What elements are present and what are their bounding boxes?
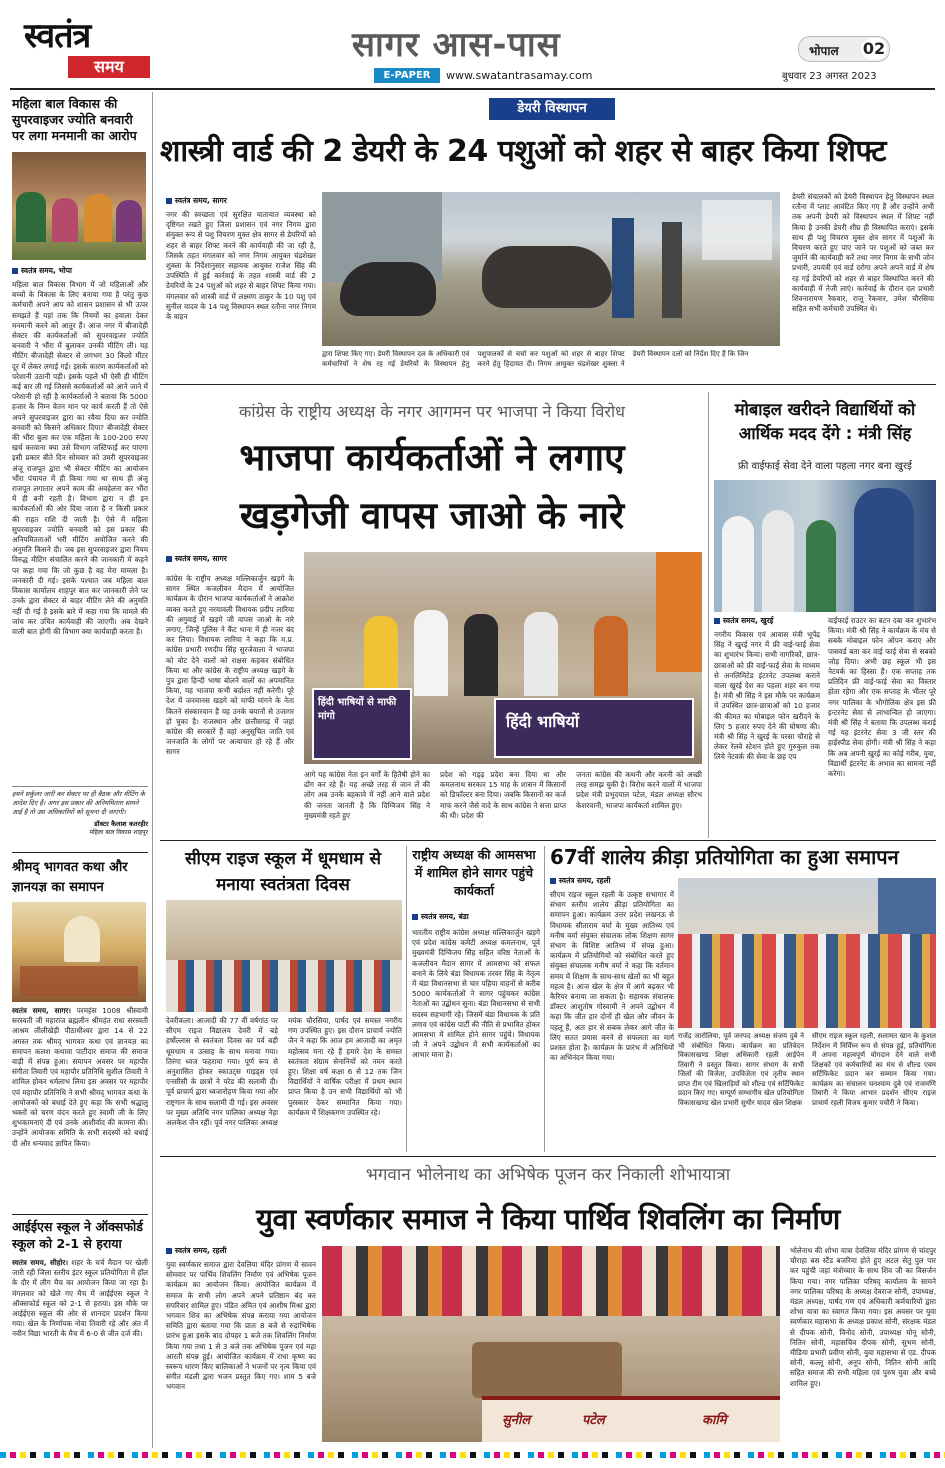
- left-story2-headline: श्रीमद् भागवत कथा और ज्ञानयज्ञ का समापन: [12, 860, 128, 895]
- mobile-body-left: नगरीय विकास एवं आवास मंत्री भूपेंद्र सिंह ने खुरई नगर में फ्री वाई-फाई सेवा का शुभारंभ किया। सभी नागरिकों, छात्र-छात्राओं को फ्री वाई-फाई सेवा के माध्यम से अनलिमिटेड इंटरनेट उपलब्ध कराने वाला खुरई देश का पहला शहर बन गया है। मंत्री श्री सिंह ने इस मौके पर कार्यक्रम में उपस्थित छात्र-छात्राओं को 10 हजार की कीमत का मोबाइल फोन खरीदने के लिए 5 हजार रुपए देने की घोषणा की। मंत्री श्री सिंह ने खुरई के परसा चौराहे से लेकर रेलवे स्टेशन होते हुए गुरुकुल तक लिये नेटवर्क की सेवा के छह एप: [714, 630, 820, 762]
- dairy-body-right: डेयरी संचालकों को डेयरी विस्थापन हेतु विस्थापन स्थल रतौना में प्लाट आवंटित किए गए हैं और उन्होंने अभी तक अपनी डेयरी को विस्थापन स्थल में शिफ्ट नहीं किया है उनकी डेयरी शीघ्र ही विस्थापित कराएं। इसके साथ ही पशु विचरण मुक्त क्षेत्र सागर में पशुओं के विचरण करते हुए पाए जाने पर पशुओं को जब्त कर जुर्माने की कार्यवाही करें तथा नगर निगम के सभी जोन प्रभारी, उपयंत्री एवं वार्ड दरोगा अपने अपने वार्ड में शेष रह गई डेयरियों को शहर से बाहर विस्थापित करने की कार्यवाही में तेजी लाएं। कार्रवाई के दौरान दल प्रभारी शिवनारायण रैकवार, राजू रैकवार, उमेश चौरसिया सहित सभी कर्मचारी उपस्थित थे।: [792, 192, 934, 314]
- bjp-byline: स्वतंत्र समय, सागर: [166, 554, 227, 564]
- rally-body: भारतीय राष्ट्रीय कांग्रेस अध्यक्ष मल्लिकार्जुन खड़गे एवं प्रदेश कांग्रेस कमेटी अध्यक्ष कमलनाथ, पूर्व मुख्यमंत्री दिग्विजय सिंह सहित वरिष्ठ नेताओं के कजलीवन मैदान सागर में आमसभा को सफल बनाने के लिये बंडा विधायक तरवर सिंह के नेतृत्व में बंडा विधानसभा से चार पहिया वाहनों से करीब 5000 कार्यकर्ताओं ने सागर पहुंचकर कांग्रेस नेताओं का उद्बोधन सुना। बंडा विधानसभा से सभी सदस्य सहभागी रहे। जिसमें बंडा विधायक के प्रति लगाव एवं कांग्रेस पार्टी की नीति से प्रभावित होकर आमसभा में शामिल होने सागर पहुंचे। विधायक जी ने अपने उद्बोधन में सभी कार्यकर्ताओं का आभार माना है।: [412, 928, 540, 1060]
- shivling-byline: स्वतंत्र समय, रहली: [166, 1246, 227, 1256]
- left-story2-body: स्वतंत्र समय, सागर। परमहंस 1008 श्रीस्वामी सरस्वती जी महाराज ब्रह्मलीन श्रीमहंत राधा सरस्वती आश्रम लीलीखेड़ी पीठाधीश्वर द्वारा 14 से 22 अगस्त तक श्रीमद् भागवत कथा एवं ज्ञानयज्ञ का समापन कलश कथावा पाटीदार समाज की समाज वाड़ी में संपन्न हुआ। समापन अवसर पर महापौर संगीता तिवारी एवं महापौर प्रतिनिधि सुशील तिवारी ने शामिल होकर धर्मलाभ लिया इस अवसर पर महापौर एवं महापौर प्रतिनिधि ने सभी श्रीमद् भागवत कथा के आयोजकों को बधाई देते हुए कहा कि सभी श्रद्धालु भक्तों को चरण वंदन करते हुए स्वामी जी के लिए शुभकामनाएं दी एवं उनके आशीर्वाद की कामना की। उन्होंने आयोजक समिति के सभी सदस्यों को बधाई दी और धन्यवाद ज्ञापित किया।: [12, 1006, 148, 1148]
- cmrise-photo: [166, 900, 402, 1012]
- left-rule-1: [12, 852, 148, 853]
- dairy-caption: द्वारा शिफ्ट किए गए। डेयरी विस्थापन दल के अधिकारी एवं कर्मचारियों ने शेष रह गई डेयरियों के विस्थापन हेतु पशुपालकों से चर्चा कर पशुओं को शहर से बाहर शिफ्ट करने हेतु हिदायत दी। निगम आयुक्त चंद्रशेखर शुक्ला ने डेयरी विस्थापन दलों को निर्देश दिए हैं कि जिन: [322, 350, 749, 368]
- mobile-divider: [708, 392, 709, 838]
- left-story1-photo: [12, 152, 146, 260]
- left-story1-byline: स्वतंत्र समय, भोपा: [12, 266, 72, 276]
- shivling-body-right: भोलेनाथ की शोभा यात्रा देवलिया मंदिर प्रांगण से चांदपुर चौराहा बस स्टैंड बजरिया होते हुए अटल सेतु पुल पार कर पहुंची जहां मंत्रोच्चार के साथ शिव जी का विसर्जन किया गया। नगर पालिका परिषद् कार्यालय के सामने नगर पालिका परिषद के अध्यक्ष देवराज सोनी, उपाध्यक्ष, मंडल अध्यक्ष, पार्षद गण एवं अधिकारी कर्मचारियों द्वारा शोभा यात्रा का स्वागत किया गया। इस अवसर पर युवा स्वर्णकार महासभा के अध्यक्ष प्रकाश सोनी, संरक्षक मंडल से दीपक सोनी, विनोद सोनी, उपाध्यक्ष मोनू सोनी, नितिन सोनी, महासचिव दीपक सोनी, सुभम सोनी, मीडिया प्रभारी प्रवीण सोनी, युवा महासभा से एड. दीपक सोनी, कल्लू सोनी, अनूप सोनी, नितिन सोनी आदि सहित समाज की सभी महिला एवं पुरुष युवा और बच्चे शामिल हुए।: [790, 1246, 936, 1388]
- logo: [24, 18, 154, 82]
- left-story1-body: महिला बाल विकास विभाग में जो महिलाओं और बच्चों के विकास के लिए बनाया गया है परंतु कुछ कर्मचारी अपने आप को शासन प्रशासन से भी ऊपर समझते हैं यहां तक कि नियमों का हवाला देकर मनमानी करने को आतुर हैं। आज नगर में बीजादेही सेक्टर की कार्यकर्ताओं को सुपरवाइजर ज्योति बनवारी ने भौंरा में बुलाकर उनकी मीटिंग ली। यह मीटिंग बीजादेही सेक्टर से लगभग 30 किलो मीटर दूर में लेकर लगाई गई। इसके कारण कार्यकर्ताओं को परेशानी उठानी पड़ी। इसके पहले भी ऐसी ही मीटिंग कई बार ली गई जिससे कार्यकर्ताओं को आने जाने में परेशानी हो रही है कार्यकर्ताओं ने बताया कि 5000 हजार के निम्न वेतन मान पर कार्य करती हैं तो ऐसे अपने सुपरवाइजर द्वारा का रवैया दिया कर ज्योति बनवारी को किसने अधिकार दिया? बीजादेही सेक्टर की भौंरा बुला कर एक महिला के 100-200 रुपए खर्च करवाना क्या उसे विभाग जस्टिफाई कर पाएगा इसी प्रकार बीते दिन सोमवार को उमरी सुपरवाइजर अंजू राजपूत द्वारा भी सेक्टर मीटिंग का आयोजन भौंरा पंचायत में ही किया गया था साथ ही अंजू राजपूत लगातार अपने काम की अवहेलना कर भौंरा में ही बनी रहती है। विभाग द्वारा न ही इन कार्यकर्ताओं की ओर दिया जाता है न किसी प्रकार की राहत राशि दी जाती है। ऐसे में महिला सुपरवाइजर ज्योति बनवारी को इस प्रकार की अनियमितताओं भरी मीटिंग अयोजित करने की अनुमति किसने दी। जब इस सुपरवाइजर द्वारा नियम विरुद्ध मीटिंग संचालित करने की जानकारी में कहने पर कहा गया कि जो कुछ है वह मेरा मामला है। जनकारी दी गई। इसके पश्चात जब महिला बाल विकास कार्यालय शाहपुर बात कर जानकारी लेने पर उनके द्वारा सेक्टर से बाहर मीटिंग लेने की अनुमति नहीं दी गई है इसके बारे में कहा गया कि मामले की जांच कर उचित कार्यवाही की जाएगी। अब देखने वाली बात होगी की विभाग क्या कार्यवाही करता है।: [12, 280, 148, 636]
- bjp-headline-1: भाजपा कार्यकर्ताओं ने लगाए: [239, 436, 625, 479]
- quote-text: हमने सर्कुलर जारी कर सेक्टर पर ही बैठक और मीटिंग के आदेश दिए हैं। अगर इस प्रकार की अनियमितता सामने आई है तो उस अधिकारियों को सूचना दी जाएगी।: [12, 790, 145, 816]
- cmrise-body-left: देवरीकला। आजादी की 77 वीं वर्षगांठ पर सीएम राइज विद्यालय देवरी में बड़े हर्षोल्लास से स्वतंत्रता दिवस का पर्व बड़ी धूमधाम व उत्साह के साथ मनाया गया। तिरंगा ध्वज फहराया गया। पूर्ण रूप से अनुशासित होकर स्काउट्स गाइड्स एवं एनसीसी के छात्रों ने परेड की सलामी दी। पूर्व प्राचार्य द्वारा ध्वजारोहण किया गया और राष्ट्रगान के साथ सलामी दी गई। इस अवसर पर मुख्य अतिथि नगर पालिका अध्यक्ष नेहा अलकेश जैन रहीं। पूर्व नगर पालिका अध्यक्ष: [166, 1016, 278, 1128]
- cart-panel: [482, 1396, 780, 1442]
- dairy-headline: शास्त्री वार्ड की 2 डेयरी के 24 पशुओं को शहर से बाहर किया शिफ्ट: [160, 134, 887, 169]
- city-name: भोपाल: [809, 44, 839, 58]
- dairy-rule: [160, 384, 936, 385]
- bjp-body-mid3: जनता कांग्रेस की कथनी और करनी को अच्छी तरह समझ चुकी है। विरोध करने वालों में भाजपा प्रदेश मंत्री प्रभुदयाल पटेल, मंडल अध्यक्ष सौरभ केशरवानी, भाजपा कार्यकर्ता शामिल हुए।: [576, 770, 702, 810]
- page-title: सागर आस-पास: [352, 25, 561, 65]
- bjp-body-mid2: प्रदेश को गड्ढ़ प्रदेश बना दिया था और कमलनाथ सरकार 15 माह के शासन में किसानों को डिफॉल्टर बना दिया। जबकि किसानों का कर्ज माफ करने जैसे वादे के साथ कांग्रेस ने सत्ता प्राप्त की थी। प्रदेश की: [440, 770, 566, 820]
- bjp-body-left: कांग्रेस के राष्ट्रीय अध्यक्ष मल्लिकार्जुन खड़गे के सागर स्थित कजलीवन मैदान में आयोजित कार्यक्रम के दौरान भाजपा कार्यकर्ताओं ने आक्रोश व्यक्त करते हुए नरयावली विधायक प्रदीप लारिया की अगुवाई में खड़गे जी वापस जाओ के नारे लगाए, जिन्हें पुलिस ने कैंट थाना में ही नजर बंद कर लिया। विधायक लारिया ने कहा कि म.प्र. कांग्रेस प्रभारी रणदीप सिंह सुरजेवाला ने भाजपा को वोट देने वालों को राक्षस कहकर संबोधित किया था और कांग्रेस के राष्ट्रीय अध्यक्ष खड़गे के पुत्र द्वारा हिन्दी भाषा बोलने वालों का अपमानित किया, यह भाजपा कभी बर्दाश्त नहीं करेगी। पूरे देश में जनमानस खड़गे को माफी मांगने के नेता कितने संस्कारवान हैं यह उनके बयानों से उजागर हो चुका है। राजस्थान और छत्तीसगढ़ में जहां कांग्रेस की सरकारें हैं वहां अनुसूचित जाति एवं जनजाति के लोगों पर अत्याचार हो रहे हैं और सागर: [166, 574, 294, 757]
- dairy-byline: स्वतंत्र समय, सागर: [166, 196, 227, 206]
- quote-author: डॉक्टर कैलाश कतरहीर: [94, 820, 148, 828]
- cart-text-1: सुनील: [502, 1413, 531, 1428]
- left-story2-photo: [12, 902, 146, 1002]
- mobile-subhead: फ्री वाईफाई सेवा देने वाला पहला नगर बना खुरई: [738, 461, 912, 472]
- sports-divider: [544, 846, 545, 1152]
- left-story1-quote-box: [12, 786, 148, 846]
- protest-banner-1: हिंदी भाषियों से माफी मांगो: [312, 688, 412, 760]
- protest-banner-2: हिंदी भाषियों: [494, 698, 694, 758]
- left-story3-body: स्वतंत्र समय, सीहोर। शहर के चर्च मैदान पर खेली जारी रही जिला स्तरीय इंटर स्कूल प्रतियोगिता में हॉल के दौर में लीग मैच का आयोजन किया जा रहा है। मंगलवार को खेले गए मैच में आईईएस स्कूल ने ऑक्सफोर्ड स्कूल को 2-1 से हराया। इस मौके पर आईईएस स्कूल की ओर से शानदार प्रदर्शन किया गया। खेल के निर्णायक नोवा तिवारी रहे और अंत में नवीन विद्या भारती के मैच में 6-0 से जीत दर्ज की।: [12, 1258, 148, 1339]
- edition-box: [798, 36, 890, 62]
- mobile-photo: [714, 480, 936, 612]
- rally-divider-left: [406, 846, 407, 1152]
- logo-top: स्वतंत्र: [24, 16, 91, 56]
- mobile-byline: स्वतंत्र समय, खुरई: [714, 616, 773, 626]
- shivling-body-left: युवा स्वर्णकार समाज द्वारा देवलिया मंदिर प्रांगण में सावन सोमवार पर पार्थिव शिवलिंग निर्माण एवं अभिषेक पूजन कार्यक्रम का आयोजन किया। आयोजित कार्यक्रम में समाज के सभी लोग अपने अपने प्रतिष्ठान बंद कर सपरिवार शामिल हुए। पंडित अमित एवं आशीष मिश्रा द्वारा भगवान शिव का अभिषेक संपन्न कराया गया आयोजन समिति द्वारा बताया गया कि प्रातः 8 बजे से रुद्राभिषेक प्रारंभ हुआ इसके बाद दोपहर 1 बजे तक शिवलिंग निर्माण किया गया तथा 1 से 3 बजे तक अभिषेक पूजन एवं महा आरती संपन्न हुई। आयोजित कार्यक्रम में राधा कृष्ण का स्वरूप धारण किए बालिकाओं ने भजनों पर नृत्य किया एवं संगीत मंडली द्वारा भजन प्रस्तुत किए गए। शाम 5 बजे भगवान: [166, 1260, 316, 1392]
- left-rule-2: [12, 1214, 148, 1215]
- rally-headline: राष्ट्रीय अध्यक्ष की आमसभा में शामिल होने सागर पहुंचे कार्यकर्ता: [412, 847, 536, 898]
- rally-byline: स्वतंत्र समय, बंडा: [412, 912, 469, 922]
- print-color-bar: [0, 1452, 945, 1458]
- cart-text-3: कामि: [702, 1413, 727, 1428]
- bjp-body-mid1: आगे यह कांग्रेस नेता इन वर्गों के हितैषी होने का ढोंग कर रहे हैं। यह अच्छे तरह से जान लें की लोग अब उनके बहकावे में नहीं आने वाले प्रदेश की जनता जानती है कि दिग्विजय सिंह ने मुख्यमंत्री रहते हुए: [304, 770, 430, 820]
- logo-bottom: समय: [68, 56, 150, 78]
- lower-rule: [160, 1156, 936, 1157]
- bjp-headline-2: खड़गेजी वापस जाओ के नारे: [239, 494, 625, 537]
- website-link[interactable]: www.swatantrasamay.com: [446, 69, 593, 82]
- cart-text-2: पटेल: [582, 1413, 605, 1428]
- bjp-photo: [304, 552, 702, 764]
- masthead: [0, 0, 945, 86]
- issue-date: बुधवार 23 अगस्त 2023: [782, 71, 877, 82]
- mobile-headline: मोबाइल खरीदने विद्यार्थियों को आर्थिक मदद देंगे : मंत्री सिंह: [734, 400, 916, 443]
- epaper-label: E-PAPER: [374, 68, 440, 83]
- sports-byline: स्वतंत्र समय, रहली: [550, 876, 611, 886]
- sports-photo: [678, 878, 936, 1028]
- dairy-photo: [322, 192, 780, 346]
- cmrise-body-right: मयंक चौरसिया, पार्षद एवं समस्त नगरीय गण उपस्थित हुए। इस दौरान प्राचार्य ज्योति जैन ने कहा कि आज हम आजादी का अमृत महोत्सव मना रहे हैं हमारे देश के समस्त स्वतंत्रता संग्राम सेनानियों को नमन करते हुए। शिक्षा वर्ष कक्षा 6 से 12 तक जिन विद्यार्थियों ने वार्षिक परीक्षा में प्रथम स्थान प्राप्त किया है उन सभी विद्यार्थियों को भी पुरस्कार देकर सम्मानित किया गया। कार्यक्रम में शिक्षकगण उपस्थित रहे।: [288, 1016, 402, 1117]
- quote-role: महिला बाल विकास शाहपुर: [89, 829, 148, 836]
- bjp-kicker: कांग्रेस के राष्ट्रीय अध्यक्ष के नगर आगमन पर भाजपा ने किया विरोध: [239, 402, 625, 421]
- left-column-divider: [152, 92, 153, 1448]
- page-number: 02: [862, 39, 886, 58]
- shivling-photo: [322, 1246, 780, 1442]
- dairy-kicker: डेयरी विस्थापन: [489, 98, 615, 120]
- mid-rule: [160, 840, 936, 841]
- shivling-headline: युवा स्वर्णकार समाज ने किया पार्थिव शिवलिंग का निर्माण: [256, 1202, 840, 1236]
- left-story3-byline: स्वतंत्र समय, सीहोर।: [12, 1258, 69, 1267]
- mobile-body-right: वाईफाई राउटर का बटन दबा कर शुभारंभ किया। मंत्री श्री सिंह ने कार्यक्रम के मंच से सबके मोबाइल फोन ओपन कराए और पासवर्ड बता कर वाई फाई सेवा से सबको जोड़ दिया। अभी छह स्कूल भी इस नेटवर्क का हिस्सा हैं। एक सप्ताह तक प्रतिदिन फ्री वाई-फाई सेवा का विस्तार होता रहेगा और एक सप्ताह के भीतर पूरे नगर पालिका के भौगोलिक क्षेत्र इस फ्री इन्टरनेट सेवा से लाभान्वित हो जाएगा। मंत्री श्री सिंह ने बताया कि उपलब्ध कराई गई यह इंटरनेट सेवा 3 जी स्तर की हाईस्पीड सेवा होगी। मंत्री श्री सिंह ने कहा कि अब अपनी खुरई का कोई गरीब, युवा, विद्यार्थी इंटरनेट के अभाव का सामना नहीं करेगा।: [828, 616, 936, 779]
- shivling-kicker: भगवान भोलेनाथ का अभिषेक पूजन कर निकाली शोभायात्रा: [365, 1165, 731, 1185]
- sports-caption-left: राजेंद्र जारोलिया, पूर्व जनपद अध्यक्ष संजय दुबे ने भी संबोधित किया। कार्यक्रम का प्रतिवेदन विकासखण्ड शिक्षा अधिकारी रहली आईपेन तिवारी ने प्रस्तुत किया। सागर संभाग के सभी जिलों की विजेता, उपविजेता एवं तृतीय स्थान प्राप्त टीम एवं खिलाड़ियों को शील्ड एवं सर्टिफिकेट प्रदान किए गए। सम्पूर्ण सम्भागीय खेल प्रतियोगिता विकासखण्ड खेल प्रभारी सुधीर यादव खेल शिक्षक: [678, 1032, 804, 1107]
- dairy-body-left: नगर की स्वच्छता एवं सुरक्षित यातायात व्यवस्था को दृष्टिगत रखते हुए जिला प्रशासन एवं नगर निगम द्वारा संयुक्त रूप से पशु विचरण मुक्त क्षेत्र सागर से डेयरियों को शहर से बाहर शिफ्ट करने की कार्यवाही की जा रही है, जिसके तहत मंगलवार को नगर निगम आयुक्त चंद्रशेखर शुक्ला के निर्देशानुसार सहायक आयुक्त राजेश सिंह की उपस्थिति में हुई कार्रवाई के तहत शास्त्री वार्ड की 2 डेयरियों के 24 पशुओं को शहर से बाहर शिफ्ट किया गया। मंगलवार को शास्त्री वार्ड में लक्ष्मण ठाकुर के 10 पशु एवं सुनील यादव के 14 पशु विस्थापन स्थल रतौना नगर निगम के वाहन: [166, 210, 316, 322]
- left-story2-byline: स्वतंत्र समय, सागर।: [12, 1006, 72, 1015]
- left-story3-headline: आईईएस स्कूल ने ऑक्सफोर्ड स्कूल को 2-1 से हराया: [12, 1219, 143, 1251]
- left-story1-headline: महिला बाल विकास की सुपरवाइजर ज्योति बनवारी पर लगा मनमानी का आरोप: [12, 96, 137, 143]
- sports-caption-right: सीएम राइज स्कूल रहली, सलामत खान के कुशल निर्देशन में निर्विघ्न रूप से संपन्न हुई, प्रतियोगिता में अपना महत्वपूर्ण योगदान देने वाले सभी शिक्षकों एवं कर्मचारियों का मंच से शील्ड एवम सर्टिफिकेट प्रदान कर सम्मान किया गया। कार्यक्रम का संचालन घनश्याम दुबे एवं राजमणि तिवारी ने किया आभार प्रदर्शन सीएम राइज प्राचार्य रहली विजय कुमार पचौरी ने किया।: [812, 1032, 936, 1107]
- sports-headline: 67वीं शालेय क्रीड़ा प्रतियोगिता का हुआ समापन: [550, 845, 899, 869]
- masthead-rule: [10, 88, 935, 90]
- cmrise-headline: सीएम राइज स्कूल में धूमधाम से मनाया स्वतंत्रता दिवस: [185, 849, 381, 895]
- sports-body: सीएम राइज स्कूल रहली के उत्कृष्ट सभागार में संभाग स्तरीय शालेय क्रीड़ा प्रतियोगिता का समापन हुआ। कार्यक्रम उत्तर प्रदेश लखनऊ से विधायक सीताराम वर्मा के मुख्य आतिथ्य एवं मनीष वर्मा संयुक्त संचालक लोक शिक्षण सागर संभाग के विशिष्ट आतिथ्य में संपन्न हुआ। कार्यक्रम में प्रतियोगियों को संबोधित करते हुए संयुक्त संचालक मनीष वर्मा ने कहा कि वर्तमान समय में शिक्षण के साथ-साथ खेलों का भी बहुत महत्व है। आज खेल के क्षेत्र में आगे बढ़कर भी कैरियर बनाया जा सकता है। सहायक संचालक डॉक्टर आशुतोष गोस्वामी ने अपने उद्बोधन में कहा कि जीत हार दोनों ही खेल और जीवन के पहलू हैं, अतः हार से सबक लेकर आगे जीत के लिए सतत प्रयास करने से सफलता का मार्ग प्रशस्त होता है। कार्यक्रम के प्रारंभ में अतिथियों का अभिनंदन किया गया।: [550, 890, 674, 1063]
